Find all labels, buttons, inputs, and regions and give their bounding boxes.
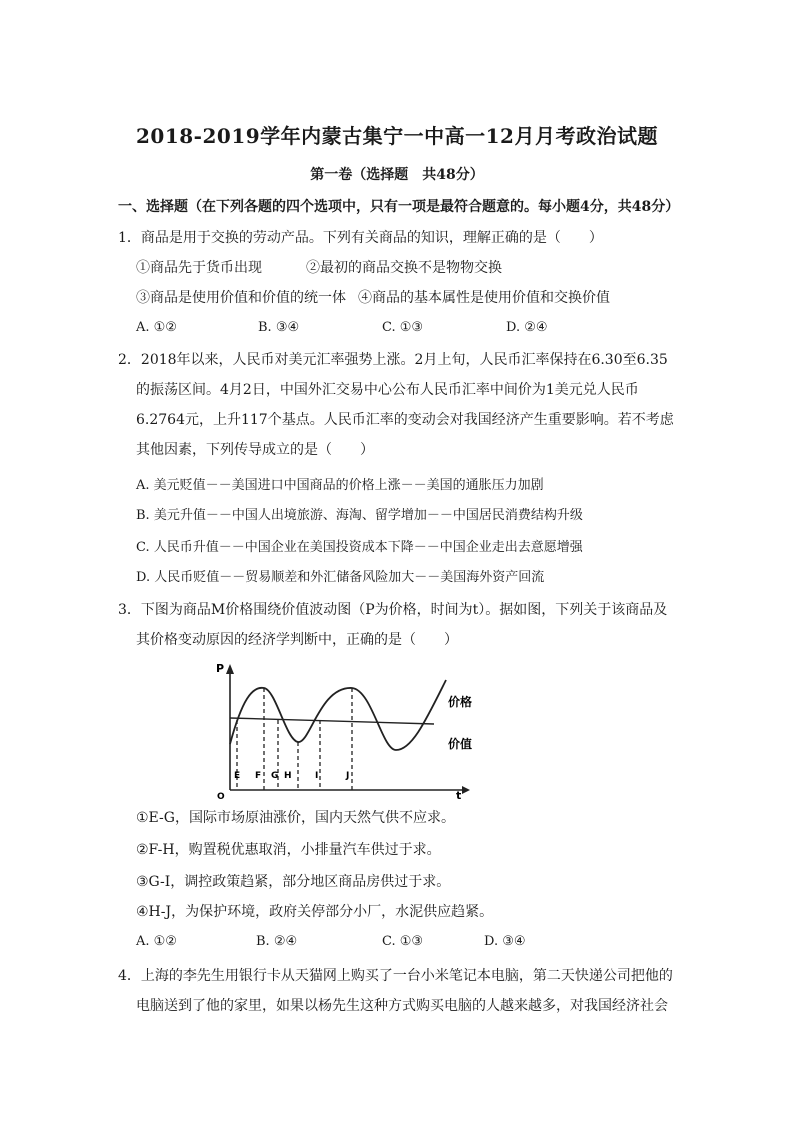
q3-option-d: D. ③④ xyxy=(484,934,526,949)
x-axis-arrow-icon xyxy=(462,786,470,794)
q1-item-4: ④商品的基本属性是使用价值和交换价值 xyxy=(358,290,610,306)
q2-option-d: D. 人民币贬值－－贸易顺差和外汇储备风险加大－－美国海外资产回流 xyxy=(136,570,545,585)
price-value-fluctuation-diagram xyxy=(212,660,472,800)
origin-label: O xyxy=(217,792,225,800)
tick-label-i: I xyxy=(315,771,319,781)
q2-line-1: 2．2018年以来，人民币对美元汇率强势上涨。2月上旬，人民币汇率保持在6.30至6.35 xyxy=(118,352,668,368)
tick-label-j: J xyxy=(346,771,350,781)
q1-stem: 1．商品是用于交换的劳动产品。下列有关商品的知识，理解正确的是（ ） xyxy=(118,230,603,246)
q3-item-3: ③G-I，调控政策趋紧，部分地区商品房供过于求。 xyxy=(136,874,451,890)
tick-label-g: G xyxy=(271,771,279,781)
q1-item-3: ③商品是使用价值和价值的统一体 xyxy=(136,290,346,306)
q1-item-2: ②最初的商品交换不是物物交换 xyxy=(306,260,502,276)
q2-line-2: 的振荡区间。4月2日，中国外汇交易中心公布人民币汇率中间价为1美元兑人民币 xyxy=(136,382,639,398)
price-label: 价格 xyxy=(448,695,472,709)
page-title: 2018-2019学年内蒙古集宁一中高一12月月考政治试题 xyxy=(136,124,658,148)
q1-item-1: ①商品先于货币出现 xyxy=(136,260,262,276)
q3-item-2: ②F-H，购置税优惠取消，小排量汽车供过于求。 xyxy=(136,842,441,858)
q3-option-c: C. ①③ xyxy=(382,934,424,949)
value-label: 价值 xyxy=(448,737,472,751)
q2-line-4: 其他因素，下列传导成立的是（ ） xyxy=(136,442,374,458)
section-heading: 一、选择题（在下列各题的四个选项中，只有一项是最符合题意的。每小题4分，共48分） xyxy=(118,199,680,215)
q2-line-3: 6.2764元，上升117个基点。人民币汇率的变动会对我国经济产生重要影响。若不考虑 xyxy=(136,412,674,428)
q4-line-1: 4．上海的李先生用银行卡从天猫网上购买了一台小米笔记本电脑，第二天快递公司把他的 xyxy=(118,968,673,984)
q3-line-1: 3．下图为商品M价格围绕价值波动图（P为价格，时间为t）。据如图，下列关于该商品及 xyxy=(118,602,668,618)
tick-label-h: H xyxy=(284,771,292,781)
y-axis-label: P xyxy=(216,662,225,675)
q1-option-d: D. ②④ xyxy=(506,320,548,335)
tick-label-f: F xyxy=(255,771,262,781)
x-axis-label: t xyxy=(456,789,462,800)
q3-item-1: ①E-G，国际市场原油涨价，国内天然气供不应求。 xyxy=(136,810,455,826)
tick-label-e: E xyxy=(234,771,241,781)
q1-option-a: A. ①② xyxy=(136,320,177,335)
q3-item-4: ④H-J，为保护环境，政府关停部分小厂，水泥供应趋紧。 xyxy=(136,904,494,920)
q3-option-a: A. ①② xyxy=(136,934,177,949)
value-line xyxy=(230,718,434,724)
q2-option-c: C. 人民币升值－－中国企业在美国投资成本下降－－中国企业走出去意愿增强 xyxy=(136,540,583,555)
q1-option-b: B. ③④ xyxy=(258,320,300,335)
q3-option-b: B. ②④ xyxy=(256,934,298,949)
q2-option-a: A. 美元贬值－－美国进口中国商品的价格上涨－－美国的通胀压力加剧 xyxy=(136,478,544,493)
q1-option-c: C. ①③ xyxy=(382,320,424,335)
price-curve xyxy=(230,680,446,750)
q4-line-2: 电脑送到了他的家里，如果以杨先生这种方式购买电脑的人越来越多，对我国经济社会 xyxy=(136,998,668,1014)
q2-option-b: B. 美元升值－－中国人出境旅游、海淘、留学增加－－中国居民消费结构升级 xyxy=(136,508,583,523)
q3-line-2: 其价格变动原因的经济学判断中，正确的是（ ） xyxy=(136,632,458,648)
y-axis-arrow-icon xyxy=(226,664,234,674)
part-subtitle: 第一卷（选择题 共48分） xyxy=(310,167,484,183)
